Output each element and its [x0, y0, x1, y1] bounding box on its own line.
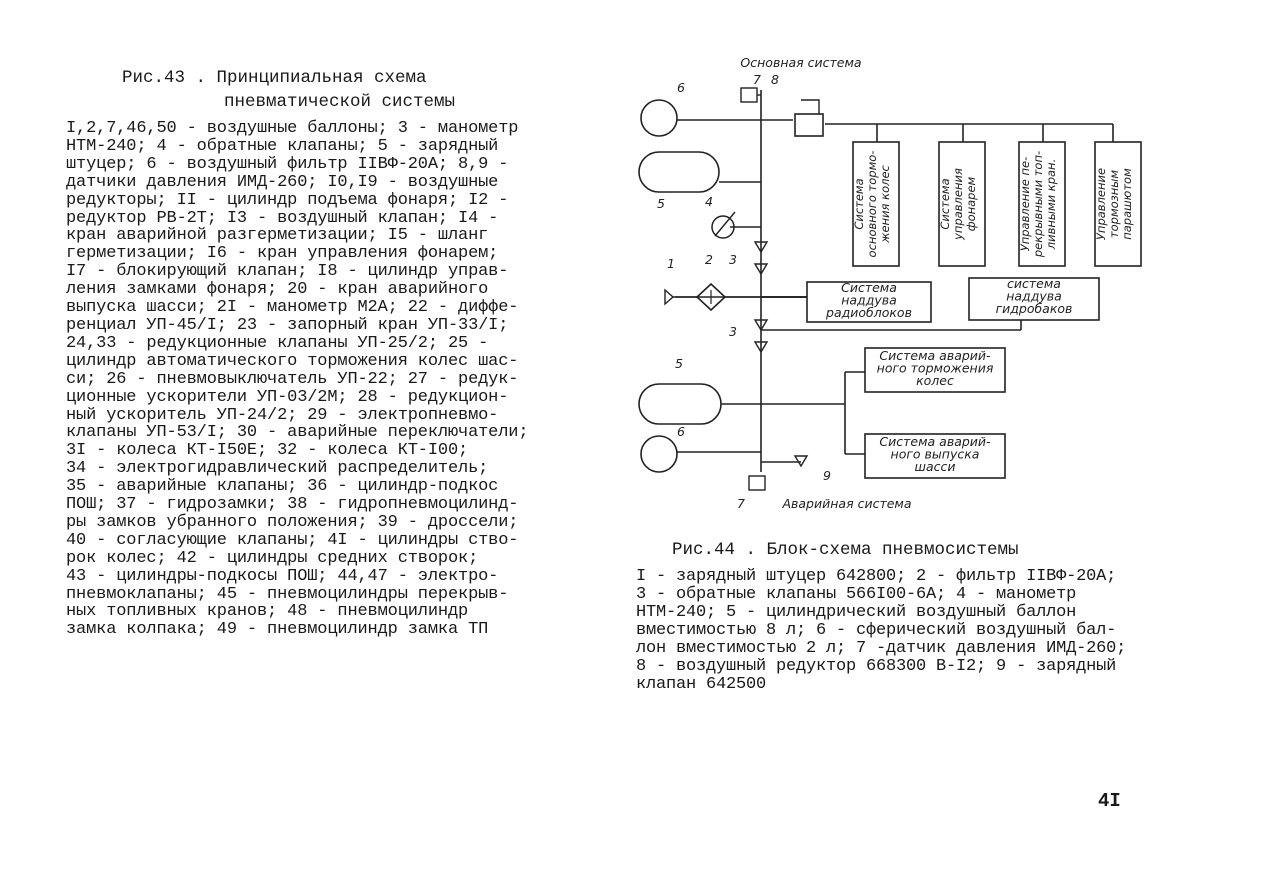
fig43-legend-line: ционные ускорители УП-03/2М; 28 - редукцион- — [66, 387, 509, 407]
fig44-legend-line: клапан 642500 — [636, 675, 767, 694]
fig44-legend-line: НТМ-240; 5 - цилиндрический воздушный баллон — [636, 603, 1077, 622]
diagram-svg — [625, 52, 1205, 522]
pneumatic-block-diagram — [625, 52, 1205, 522]
vbox-0-text: жения колес — [878, 165, 892, 243]
vbox-2-text: рекрывными топ- — [1031, 150, 1045, 258]
label-8: 8 — [771, 72, 779, 87]
main-system-label: Основная система — [740, 55, 862, 70]
fig43-block — [66, 66, 586, 639]
vbox-2-text: ливными кран. — [1044, 158, 1058, 250]
fig44-legend-line: вместимостью 8 л; 6 - сферический воздушный бал- — [636, 621, 1117, 640]
fig43-legend-line: ления замками фонаря; 20 - кран аварийного — [66, 280, 489, 300]
fig44-caption: Рис.44 . Блок-схема пневмосистемы — [672, 540, 1019, 560]
fig43-legend-line: ПОШ; 37 - гидрозамки; 38 - гидропневмоцилинд- — [66, 495, 519, 515]
fig43-legend-line: выпуска шасси; 2I - манометр М2А; 22 - диффе- — [66, 298, 519, 318]
fig43-legend-line: 35 - аварийные клапаны; 36 - цилиндр-подкос — [66, 477, 499, 497]
fig43-legend-line: I7 - блокирующий клапан; I8 - цилиндр управ- — [66, 262, 509, 282]
fig43-legend-line: пневмоклапаны; 45 - пневмоцилиндры перекрыв- — [66, 584, 509, 604]
label-1: 1 — [667, 256, 675, 271]
fig43-legend-line: ры замков убранного положения; 39 - дроссели; — [66, 512, 519, 532]
vbox-3-text: Управление — [1094, 167, 1108, 241]
label-3-top: 3 — [729, 252, 737, 267]
fig43-legend-line: цилиндр автоматического торможения колес шас- — [66, 351, 519, 371]
fig43-legend-line: замка колпака; 49 - пневмоцилиндр замка ТП — [66, 620, 489, 640]
vbox-1-text: Система — [938, 178, 952, 230]
fig43-legend-line: 34 - электрогидравлический распределитель; — [66, 459, 489, 479]
label-6-top: 6 — [677, 80, 685, 95]
hbox-3-text: ного выпуска — [890, 446, 980, 462]
fig43-legend-line: НТМ-240; 4 - обратные клапаны; 5 - зарядный — [66, 136, 499, 156]
vbox-3-text: тормозным — [1107, 169, 1121, 239]
vbox-3-text: парашютом — [1120, 168, 1134, 240]
fig43-legend-line: ренциал УП-45/I; 23 - запорный кран УП-33/I; — [66, 315, 509, 335]
fig43-legend-line: штуцер; 6 - воздушный фильтр IIВФ-20А; 8,9 - — [66, 154, 509, 174]
vbox-1-text: фонарем — [964, 176, 978, 232]
label-5-bottom: 5 — [675, 356, 683, 371]
vbox-0-text: Система — [852, 178, 866, 230]
fig43-legend-line: 3I - колеса КТ-I50Е; 32 - колеса КТ-I00; — [66, 441, 469, 461]
fig44-legend-line: 3 - обратные клапаны 566I00-6А; 4 - манометр — [636, 585, 1077, 604]
hbox-2-text: ного торможения — [876, 360, 994, 376]
label-7-top: 7 — [753, 72, 761, 87]
hbox-1-text: гидробаков — [995, 301, 1073, 316]
vbox-1-text: управления — [951, 168, 965, 240]
hbox-3-text: Система аварий- — [879, 434, 991, 449]
charging-valve — [795, 456, 807, 466]
fig43-legend-line: кран аварийной разгерметизации; I5 - шланг — [66, 226, 489, 246]
hbox-1-text: наддува — [1006, 288, 1062, 304]
fig44-legend-line: лон вместимостью 2 л; 7 -датчик давления ИМД-260; — [636, 639, 1127, 658]
label-9: 9 — [823, 468, 831, 483]
fig43-legend-line: герметизации; I6 - кран управления фонарем; — [66, 244, 499, 264]
label-3-bottom: 3 — [729, 324, 737, 339]
charging-connector — [665, 290, 673, 304]
fig44-legend — [636, 568, 1196, 694]
fig43-legend-line: ных топливных кранов; 48 - пневмоцилиндр — [66, 602, 469, 622]
fig43-legend-line: клапаны УП-53/I; 30 - аварийные переключатели; — [66, 423, 529, 443]
cylinder-balloon-bottom — [639, 384, 721, 424]
fig43-legend-line: си; 26 - пневмовыключатель УП-22; 27 - редук- — [66, 369, 519, 389]
fig43-legend-line: редуктор РВ-2Т; I3 - воздушный клапан; I4 - — [66, 208, 499, 228]
fig43-legend-line: 24,33 - редукционные клапаны УП-25/2; 25 - — [66, 333, 489, 353]
pressure-sensor-top — [741, 88, 757, 102]
hbox-2-text: Система аварий- — [879, 348, 991, 363]
fig43-legend-line: 40 - согласующие клапаны; 4I - цилиндры ство- — [66, 530, 519, 550]
fig43-caption-line1: Рис.43 . Принципиальная схема — [122, 68, 427, 88]
fig44-legend-line: I - зарядный штуцер 642800; 2 - фильтр IIВФ-20А; — [636, 567, 1117, 586]
air-reducer — [795, 114, 823, 136]
hbox-0-text: Система — [841, 280, 897, 295]
hbox-3-text: шасси — [914, 459, 956, 474]
page-number: 4I — [1098, 790, 1121, 812]
hbox-0-text: радиоблоков — [826, 305, 912, 320]
fig43-caption-line2: пневматической системы — [224, 92, 456, 112]
fig43-legend-line: рок колес; 42 - цилиндры средних створок; — [66, 548, 479, 568]
emergency-system-label: Аварийная система — [782, 496, 912, 511]
fig43-legend-line: 43 - цилиндры-подкосы ПОШ; 44,47 - электро- — [66, 566, 499, 586]
pressure-sensor-bottom — [749, 476, 765, 490]
fig43-legend-line: ный ускоритель УП-24/2; 29 - электропневмо- — [66, 405, 499, 425]
label-5-top: 5 — [657, 196, 665, 211]
label-4: 4 — [705, 194, 713, 209]
hbox-1-text: система — [1007, 276, 1061, 291]
fig43-caption — [66, 66, 586, 114]
sphere-balloon-top — [641, 100, 677, 136]
vbox-0-text: основного тормо- — [865, 150, 879, 258]
label-6-bottom: 6 — [677, 424, 685, 439]
vbox-2-text: Управление пе- — [1018, 156, 1032, 252]
fig43-legend-line: редукторы; II - цилиндр подъема фонаря; I2 - — [66, 190, 509, 210]
fig43-legend — [66, 120, 586, 639]
sphere-balloon-bottom — [641, 436, 677, 472]
fig43-legend-line: I,2,7,46,50 - воздушные баллоны; 3 - манометр — [66, 119, 519, 138]
fig43-legend-line: датчики давления ИМД-260; I0,I9 - воздушные — [66, 172, 499, 192]
hbox-0-text: наддува — [841, 292, 897, 308]
cylinder-balloon-top — [639, 152, 719, 192]
label-2: 2 — [705, 252, 713, 267]
fig44-legend-line: 8 - воздушный редуктор 668300 В-I2; 9 - зарядный — [636, 657, 1117, 676]
hbox-2-text: колес — [916, 373, 954, 388]
label-7-bottom: 7 — [737, 496, 745, 511]
